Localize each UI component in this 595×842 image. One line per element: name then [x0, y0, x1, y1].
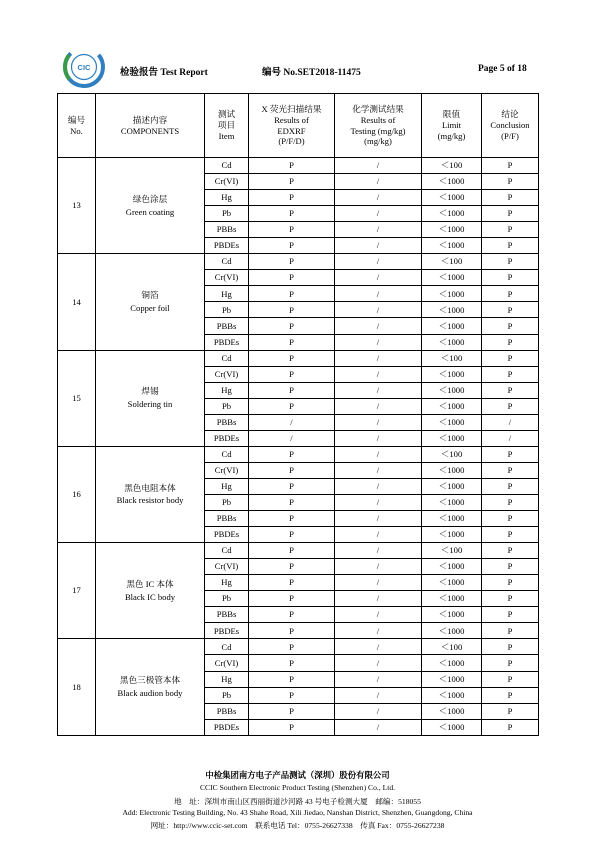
- footer-address-en: Add: Electronic Testing Building, No. 43 Shahe Road, Xili Jiedao, Nanshan District, Shenzhen, Guangdong, China: [122, 808, 473, 817]
- edxrf-cell: P: [249, 302, 335, 318]
- edxrf-cell: /: [249, 430, 335, 446]
- limit-cell: ＜1000: [422, 687, 482, 703]
- header-chemical: 化学测试结果 Results of Testing (mg/kg) (mg/kg): [335, 94, 422, 158]
- footer-address-cn: 地 址：深圳市南山区西丽街道沙河路 43 号电子检测大厦 邮编：518055: [174, 797, 421, 806]
- limit-cell: ＜1000: [422, 398, 482, 414]
- conclusion-cell: P: [482, 559, 539, 575]
- conclusion-cell: P: [482, 575, 539, 591]
- conclusion-cell: P: [482, 511, 539, 527]
- chemical-cell: /: [335, 494, 422, 510]
- chemical-cell: /: [335, 511, 422, 527]
- footer-contact: 网址：http://www.ccic-set.com 联系电话 Tel：0755-26627338 传真 Fax：0755-26627238: [150, 821, 445, 830]
- edxrf-cell: P: [249, 671, 335, 687]
- chemical-cell: /: [335, 559, 422, 575]
- component-name-en: Green coating: [125, 206, 175, 217]
- item-cell: PBDEs: [205, 238, 249, 254]
- limit-cell: ＜1000: [422, 527, 482, 543]
- edxrf-cell: P: [249, 318, 335, 334]
- conclusion-cell: P: [482, 366, 539, 382]
- chemical-cell: /: [335, 174, 422, 190]
- limit-cell: ＜1000: [422, 414, 482, 430]
- item-cell: Cr(VI): [205, 174, 249, 190]
- logo-text: CIC: [77, 63, 91, 72]
- edxrf-cell: P: [249, 270, 335, 286]
- conclusion-cell: P: [482, 671, 539, 687]
- edxrf-cell: P: [249, 655, 335, 671]
- item-cell: PBBs: [205, 607, 249, 623]
- component-cell: [96, 446, 205, 542]
- limit-cell: ＜1000: [422, 222, 482, 238]
- limit-cell: ＜1000: [422, 270, 482, 286]
- limit-cell: ＜100: [422, 158, 482, 174]
- chemical-cell: /: [335, 639, 422, 655]
- conclusion-cell: P: [482, 206, 539, 222]
- table-row: [58, 446, 539, 462]
- item-cell: Pb: [205, 494, 249, 510]
- chemical-cell: /: [335, 382, 422, 398]
- chemical-cell: /: [335, 366, 422, 382]
- edxrf-cell: P: [249, 350, 335, 366]
- page-indicator: Page 5 of 18: [478, 64, 527, 74]
- conclusion-cell: /: [482, 414, 539, 430]
- item-cell: PBDEs: [205, 430, 249, 446]
- limit-cell: ＜1000: [422, 382, 482, 398]
- conclusion-cell: P: [482, 494, 539, 510]
- table-header-row: [58, 94, 539, 158]
- chemical-cell: /: [335, 623, 422, 639]
- conclusion-cell: P: [482, 623, 539, 639]
- conclusion-cell: P: [482, 607, 539, 623]
- conclusion-cell: P: [482, 270, 539, 286]
- chemical-cell: /: [335, 607, 422, 623]
- limit-cell: ＜1000: [422, 238, 482, 254]
- limit-cell: ＜1000: [422, 494, 482, 510]
- report-number: 编号 No.SET2018-11475: [262, 68, 361, 78]
- sample-number-cell: 18: [58, 639, 96, 735]
- sample-number-cell: 17: [58, 543, 96, 639]
- edxrf-cell: P: [249, 382, 335, 398]
- chemical-cell: /: [335, 543, 422, 559]
- conclusion-cell: P: [482, 286, 539, 302]
- header-edxrf: X 荧光扫描结果 Results of EDXRF (P/F/D): [249, 94, 335, 158]
- limit-cell: ＜1000: [422, 591, 482, 607]
- component-name-cn: 黑色三极管本体: [119, 675, 181, 686]
- limit-cell: ＜1000: [422, 575, 482, 591]
- edxrf-cell: P: [249, 478, 335, 494]
- table-row: [58, 350, 539, 366]
- edxrf-cell: P: [249, 158, 335, 174]
- table-row: [58, 254, 539, 270]
- edxrf-cell: P: [249, 575, 335, 591]
- conclusion-cell: P: [482, 527, 539, 543]
- conclusion-cell: P: [482, 478, 539, 494]
- header-no: 编号 No.: [58, 94, 96, 158]
- item-cell: Cr(VI): [205, 366, 249, 382]
- edxrf-cell: P: [249, 527, 335, 543]
- item-cell: PBBs: [205, 414, 249, 430]
- limit-cell: ＜1000: [422, 511, 482, 527]
- limit-cell: ＜1000: [422, 703, 482, 719]
- edxrf-cell: P: [249, 543, 335, 559]
- sample-number-cell: 15: [58, 350, 96, 446]
- conclusion-cell: P: [482, 639, 539, 655]
- ccic-logo: [61, 44, 107, 90]
- component-cell: [96, 254, 205, 350]
- limit-cell: ＜1000: [422, 286, 482, 302]
- test-results-table: [57, 93, 539, 736]
- limit-cell: ＜1000: [422, 462, 482, 478]
- conclusion-cell: P: [482, 446, 539, 462]
- component-cell: [96, 350, 205, 446]
- item-cell: Pb: [205, 591, 249, 607]
- conclusion-cell: P: [482, 462, 539, 478]
- item-cell: PBDEs: [205, 623, 249, 639]
- footer-company-en: CCIC Southern Electronic Product Testing (Shenzhen) Co., Ltd.: [199, 783, 396, 792]
- chemical-cell: /: [335, 318, 422, 334]
- item-cell: Cr(VI): [205, 559, 249, 575]
- item-cell: Cr(VI): [205, 655, 249, 671]
- edxrf-cell: P: [249, 190, 335, 206]
- conclusion-cell: P: [482, 254, 539, 270]
- item-cell: Cd: [205, 254, 249, 270]
- table-row: [58, 158, 539, 174]
- chemical-cell: /: [335, 446, 422, 462]
- edxrf-cell: P: [249, 607, 335, 623]
- item-cell: PBBs: [205, 703, 249, 719]
- component-name-en: Soldering tin: [127, 399, 173, 410]
- item-cell: PBBs: [205, 318, 249, 334]
- edxrf-cell: P: [249, 639, 335, 655]
- item-cell: Hg: [205, 190, 249, 206]
- item-cell: Hg: [205, 575, 249, 591]
- conclusion-cell: P: [482, 655, 539, 671]
- table-row: [58, 639, 539, 655]
- edxrf-cell: P: [249, 446, 335, 462]
- limit-cell: ＜100: [422, 350, 482, 366]
- sample-number-cell: 13: [58, 158, 96, 254]
- component-name-en: Black IC body: [124, 591, 176, 602]
- limit-cell: ＜100: [422, 446, 482, 462]
- header-conclusion: 结论 Conclusion (P/F): [482, 94, 539, 158]
- limit-cell: ＜1000: [422, 478, 482, 494]
- item-cell: Hg: [205, 286, 249, 302]
- header-item: 测试 项目 Item: [205, 94, 249, 158]
- chemical-cell: /: [335, 575, 422, 591]
- edxrf-cell: P: [249, 511, 335, 527]
- limit-cell: ＜1000: [422, 366, 482, 382]
- item-cell: Cr(VI): [205, 462, 249, 478]
- component-name-en: Black audion body: [117, 688, 183, 699]
- item-cell: Cd: [205, 350, 249, 366]
- edxrf-cell: P: [249, 206, 335, 222]
- component-cell: [96, 639, 205, 735]
- edxrf-cell: P: [249, 254, 335, 270]
- limit-cell: ＜1000: [422, 559, 482, 575]
- chemical-cell: /: [335, 350, 422, 366]
- chemical-cell: /: [335, 430, 422, 446]
- conclusion-cell: P: [482, 703, 539, 719]
- limit-cell: ＜1000: [422, 671, 482, 687]
- table-row: [58, 543, 539, 559]
- chemical-cell: /: [335, 222, 422, 238]
- item-cell: Cd: [205, 543, 249, 559]
- item-cell: Cd: [205, 639, 249, 655]
- conclusion-cell: P: [482, 334, 539, 350]
- component-name-en: Black resistor body: [116, 495, 184, 506]
- chemical-cell: /: [335, 398, 422, 414]
- conclusion-cell: /: [482, 430, 539, 446]
- chemical-cell: /: [335, 671, 422, 687]
- item-cell: PBDEs: [205, 527, 249, 543]
- limit-cell: ＜1000: [422, 719, 482, 735]
- report-title: 检验报告 Test Report: [120, 68, 208, 78]
- limit-cell: ＜1000: [422, 334, 482, 350]
- conclusion-cell: P: [482, 382, 539, 398]
- item-cell: Hg: [205, 671, 249, 687]
- conclusion-cell: P: [482, 222, 539, 238]
- limit-cell: ＜1000: [422, 623, 482, 639]
- chemical-cell: /: [335, 206, 422, 222]
- edxrf-cell: P: [249, 462, 335, 478]
- item-cell: Hg: [205, 382, 249, 398]
- item-cell: Hg: [205, 478, 249, 494]
- edxrf-cell: P: [249, 591, 335, 607]
- item-cell: Cd: [205, 158, 249, 174]
- limit-cell: ＜1000: [422, 190, 482, 206]
- chemical-cell: /: [335, 302, 422, 318]
- conclusion-cell: P: [482, 350, 539, 366]
- item-cell: PBDEs: [205, 334, 249, 350]
- item-cell: PBDEs: [205, 719, 249, 735]
- chemical-cell: /: [335, 703, 422, 719]
- limit-cell: ＜1000: [422, 607, 482, 623]
- conclusion-cell: P: [482, 591, 539, 607]
- chemical-cell: /: [335, 158, 422, 174]
- chemical-cell: /: [335, 286, 422, 302]
- item-cell: Pb: [205, 687, 249, 703]
- conclusion-cell: P: [482, 543, 539, 559]
- edxrf-cell: P: [249, 334, 335, 350]
- item-cell: Cr(VI): [205, 270, 249, 286]
- edxrf-cell: P: [249, 398, 335, 414]
- limit-cell: ＜100: [422, 254, 482, 270]
- edxrf-cell: P: [249, 559, 335, 575]
- conclusion-cell: P: [482, 687, 539, 703]
- limit-cell: ＜1000: [422, 302, 482, 318]
- conclusion-cell: P: [482, 398, 539, 414]
- chemical-cell: /: [335, 190, 422, 206]
- chemical-cell: /: [335, 270, 422, 286]
- item-cell: PBBs: [205, 222, 249, 238]
- chemical-cell: /: [335, 527, 422, 543]
- edxrf-cell: P: [249, 719, 335, 735]
- edxrf-cell: P: [249, 703, 335, 719]
- edxrf-cell: P: [249, 222, 335, 238]
- edxrf-cell: P: [249, 286, 335, 302]
- chemical-cell: /: [335, 719, 422, 735]
- header-limit: 限值 Limit (mg/kg): [422, 94, 482, 158]
- footer-company-cn: 中检集团南方电子产品测试（深圳）股份有限公司: [205, 771, 390, 780]
- edxrf-cell: P: [249, 687, 335, 703]
- component-name-cn: 黑色电阻本体: [124, 482, 176, 493]
- edxrf-cell: /: [249, 414, 335, 430]
- conclusion-cell: P: [482, 174, 539, 190]
- component-name-cn: 铜箔: [141, 290, 159, 301]
- item-cell: PBBs: [205, 511, 249, 527]
- edxrf-cell: P: [249, 366, 335, 382]
- chemical-cell: /: [335, 254, 422, 270]
- component-name-cn: 黑色 IC 本体: [126, 579, 174, 590]
- conclusion-cell: P: [482, 238, 539, 254]
- header-components: 描述内容 COMPONENTS: [96, 94, 205, 158]
- item-cell: Pb: [205, 398, 249, 414]
- component-cell: [96, 543, 205, 639]
- limit-cell: ＜100: [422, 543, 482, 559]
- chemical-cell: /: [335, 414, 422, 430]
- component-cell: [96, 158, 205, 254]
- chemical-cell: /: [335, 462, 422, 478]
- limit-cell: ＜1000: [422, 206, 482, 222]
- limit-cell: ＜100: [422, 639, 482, 655]
- limit-cell: ＜1000: [422, 318, 482, 334]
- component-name-cn: 绿色涂层: [132, 193, 168, 204]
- item-cell: Cd: [205, 446, 249, 462]
- chemical-cell: /: [335, 478, 422, 494]
- chemical-cell: /: [335, 238, 422, 254]
- chemical-cell: /: [335, 591, 422, 607]
- edxrf-cell: P: [249, 174, 335, 190]
- edxrf-cell: P: [249, 623, 335, 639]
- item-cell: Pb: [205, 206, 249, 222]
- limit-cell: ＜1000: [422, 655, 482, 671]
- component-name-en: Copper foil: [130, 302, 170, 313]
- chemical-cell: /: [335, 334, 422, 350]
- conclusion-cell: P: [482, 190, 539, 206]
- conclusion-cell: P: [482, 302, 539, 318]
- sample-number-cell: 16: [58, 446, 96, 542]
- sample-number-cell: 14: [58, 254, 96, 350]
- chemical-cell: /: [335, 655, 422, 671]
- edxrf-cell: P: [249, 494, 335, 510]
- conclusion-cell: P: [482, 158, 539, 174]
- component-name-cn: 焊锡: [141, 386, 159, 397]
- chemical-cell: /: [335, 687, 422, 703]
- item-cell: Pb: [205, 302, 249, 318]
- edxrf-cell: P: [249, 238, 335, 254]
- conclusion-cell: P: [482, 719, 539, 735]
- limit-cell: ＜1000: [422, 430, 482, 446]
- limit-cell: ＜1000: [422, 174, 482, 190]
- conclusion-cell: P: [482, 318, 539, 334]
